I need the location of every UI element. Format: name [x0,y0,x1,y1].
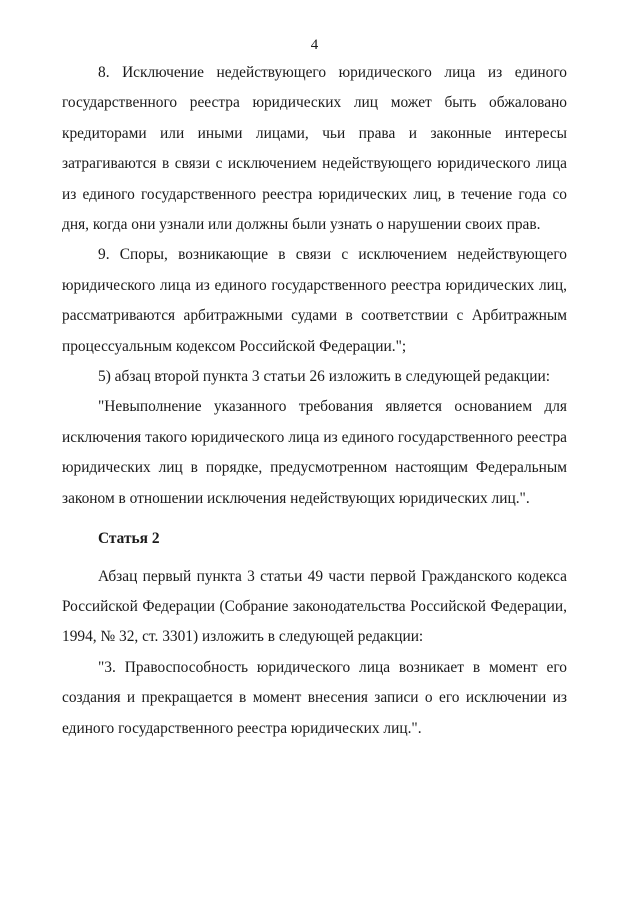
article-heading: Статья 2 [98,530,160,548]
paragraph-item-8: 8. Исключение недействующего юридического лица из единого государственного реестра юридических лиц может быть обжаловано кредиторами или иными лицами, чьи права и законные интересы затрагиваются в связи с исключением недействующего юридического лица из единого государственного реестра юридических лиц, в течение года со дня, когда они узнали или должны были узнать о нарушении своих прав. [62,64,567,234]
paragraph-item-9: 9. Споры, возникающие в связи с исключением недействующего юридического лица из единого государственного реестра юридических лиц, рассматриваются арбитражными судами в соответствии с Арбитражным процессуальным кодексом Российской Федерации."; [62,246,567,355]
page-number: 4 [310,37,319,53]
document-body [62,58,567,744]
paragraph-quoted-text: "Невыполнение указанного требования является основанием для исключения такого юридического лица из единого государственного реестра юридических лиц в порядке, предусмотренном настоящим Федеральным законом в отношении исключения недействующих юридических лиц.". [62,398,567,507]
paragraph-amendment-5: 5) абзац второй пункта 3 статьи 26 изложить в следующей редакции: [98,368,550,386]
paragraph-article-2-quoted: "3. Правоспособность юридического лица возникает в момент его создания и прекращается в момент внесения записи о его исключении из единого государственного реестра юридических лиц.". [62,658,567,737]
paragraph-article-2-intro: Абзац первый пункта 3 статьи 49 части первой Гражданского кодекса Российской Федерации (Собрание законодательства Российской Федерации, 1994, № 32, ст. 3301) изложить в следующей редакции: [62,567,567,646]
